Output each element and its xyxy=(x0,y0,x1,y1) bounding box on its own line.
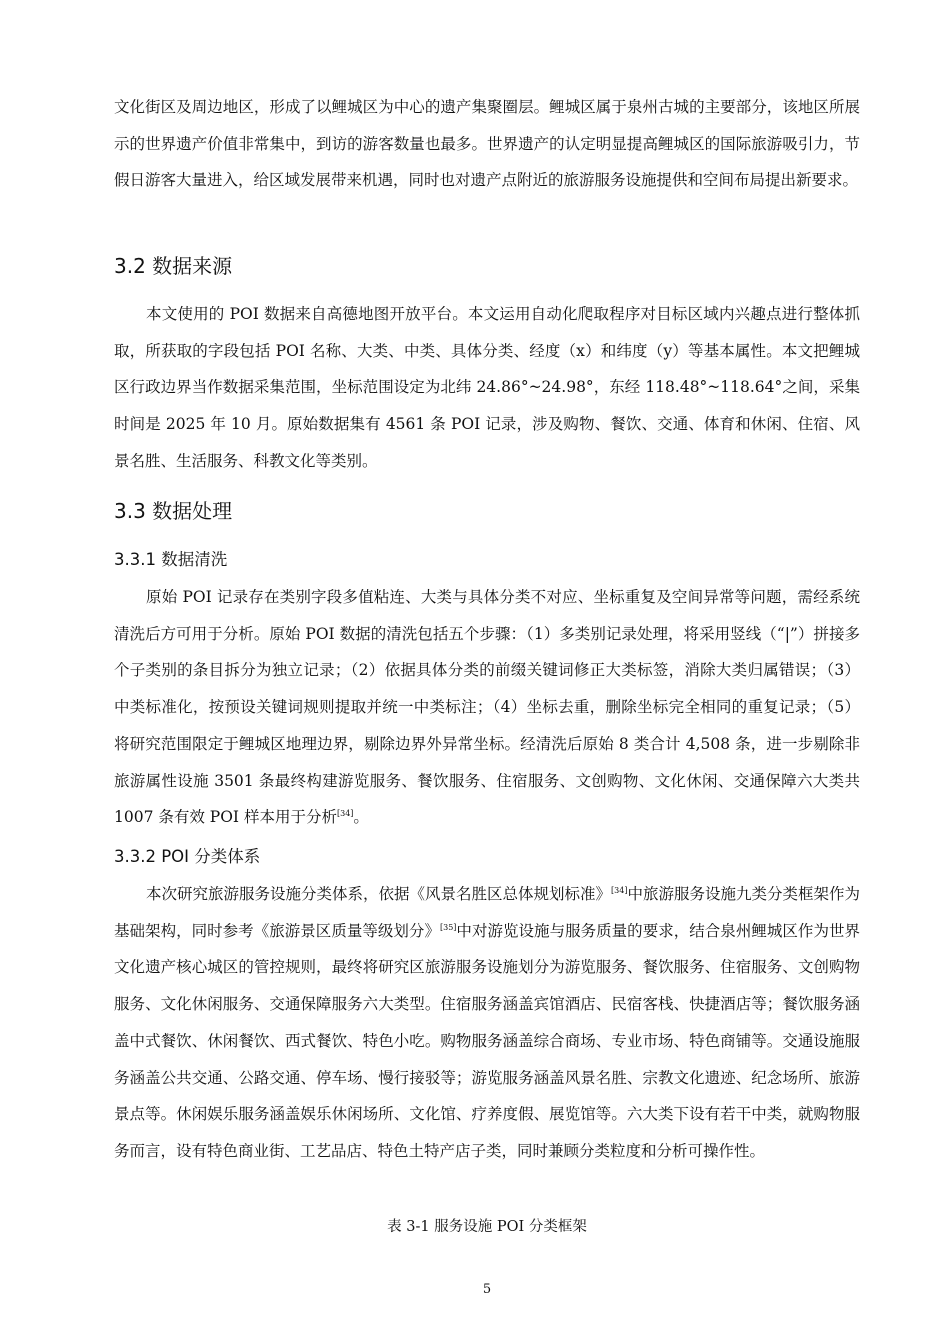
poi-classification-text xyxy=(114,876,860,1170)
intro-paragraph xyxy=(114,89,860,199)
poi-classification-paragraph xyxy=(114,876,860,1170)
data-cleaning-body: 原始 POI 记录存在类别字段多值粘连、大类与具体分类不对应、坐标重复及空间异常等问题，需经系统清洗后方可用于分析。原始 POI 数据的清洗包括五个步骤：（1）多类别记录处理，将采用竖线（“|”）拼接多个子类别的条目拆分为独立记录；（2）依据具体分类的前缀关键词修正大类标签，消除大类归属错误；（3）中类标准化，按预设关键词规则提取并统一中类标注；（4）坐标去重，删除坐标完全相同的重复记录；（5）将研究范围限定于鲤城区地理边界，剔除边界外异常坐标。经清洗后原始 8 类合计 4,508 条，进一步剔除非旅游属性设施 3501 条最终构建游览服务、餐饮服务、住宿服务、文创购物、文化休闲、交通保障六大类共 1007 条有效 POI 样本用于分析 xyxy=(114,588,860,827)
section-heading-3-3: 3.3 数据处理 xyxy=(114,499,233,523)
poi-text-b: 中旅游服务设施九类分类框架作为基础架构，同时参考《旅游景区质量等级划分》 xyxy=(114,885,860,940)
poi-text-c: 中对游览设施与服务质量的要求，结合泉州鲤城区作为世界文化遗产核心城区的管控规则，最终将研究区旅游服务设施划分为游览服务、餐饮服务、住宿服务、文创购物服务、文化休闲服务、交通保障服务六大类型。住宿服务涵盖宾馆酒店、民宿客栈、快捷酒店等；餐饮服务涵盖中式餐饮、休闲餐饮、西式餐饮、特色小吃。购物服务涵盖综合商场、专业市场、特色商铺等。交通设施服务涵盖公共交通、公路交通、停车场、慢行接驳等；游览服务涵盖风景名胜、宗教文化遗迹、纪念场所、旅游景点等。休闲娱乐服务涵盖娱乐休闲场所、文化馆、疗养度假、展览馆等。六大类下设有若干中类，就购物服务而言，设有特色商业街、工艺品店、特色土特产店子类，同时兼顾分类粒度和分析可操作性。 xyxy=(114,921,860,1160)
citation-35: [35] xyxy=(439,922,457,932)
data-cleaning-paragraph xyxy=(114,579,860,836)
data-source-paragraph xyxy=(114,296,860,480)
data-cleaning-text xyxy=(114,579,860,836)
data-cleaning-tail: 。 xyxy=(353,808,369,827)
citation-34: [34] xyxy=(337,809,354,819)
section-heading-3-3-2: 3.3.2 POI 分类体系 xyxy=(114,847,261,866)
section-heading-3-3-1: 3.3.1 数据清洗 xyxy=(114,550,228,569)
table-caption: 表 3-1 服务设施 POI 分类框架 xyxy=(387,1219,587,1235)
citation-34: [34] xyxy=(611,885,628,895)
section-heading-3-2: 3.2 数据来源 xyxy=(114,254,233,278)
poi-text-a: 本次研究旅游服务设施分类体系，依据《风景名胜区总体规划标准》 xyxy=(146,885,612,903)
data-source-text: 本文使用的 POI 数据来自高德地图开放平台。本文运用自动化爬取程序对目标区域内兴趣点进行整体抓取，所获取的字段包括 POI 名称、大类、中类、具体分类、经度（x）和纬度（y）等基本属性。本文把鲤城区行政边界当作数据采集范围，坐标范围设定为北纬 24.86°~24.98°，东经 118.48°~118.64°之间，采集时间是 2025 年 10 月。原始数据集有 4561 条 POI 记录，涉及购物、餐饮、交通、体育和休闲、住宿、风景名胜、生活服务、科教文化等类别。 xyxy=(114,305,860,470)
page-number: 5 xyxy=(482,1282,492,1297)
intro-text: 文化街区及周边地区，形成了以鲤城区为中心的遗产集聚圈层。鲤城区属于泉州古城的主要部分，该地区所展示的世界遗产价值非常集中，到访的游客数量也最多。世界遗产的认定明显提高鲤城区的国际旅游吸引力，节假日游客大量进入，给区域发展带来机遇，同时也对遗产点附近的旅游服务设施提供和空间布局提出新要求。 xyxy=(114,98,860,190)
